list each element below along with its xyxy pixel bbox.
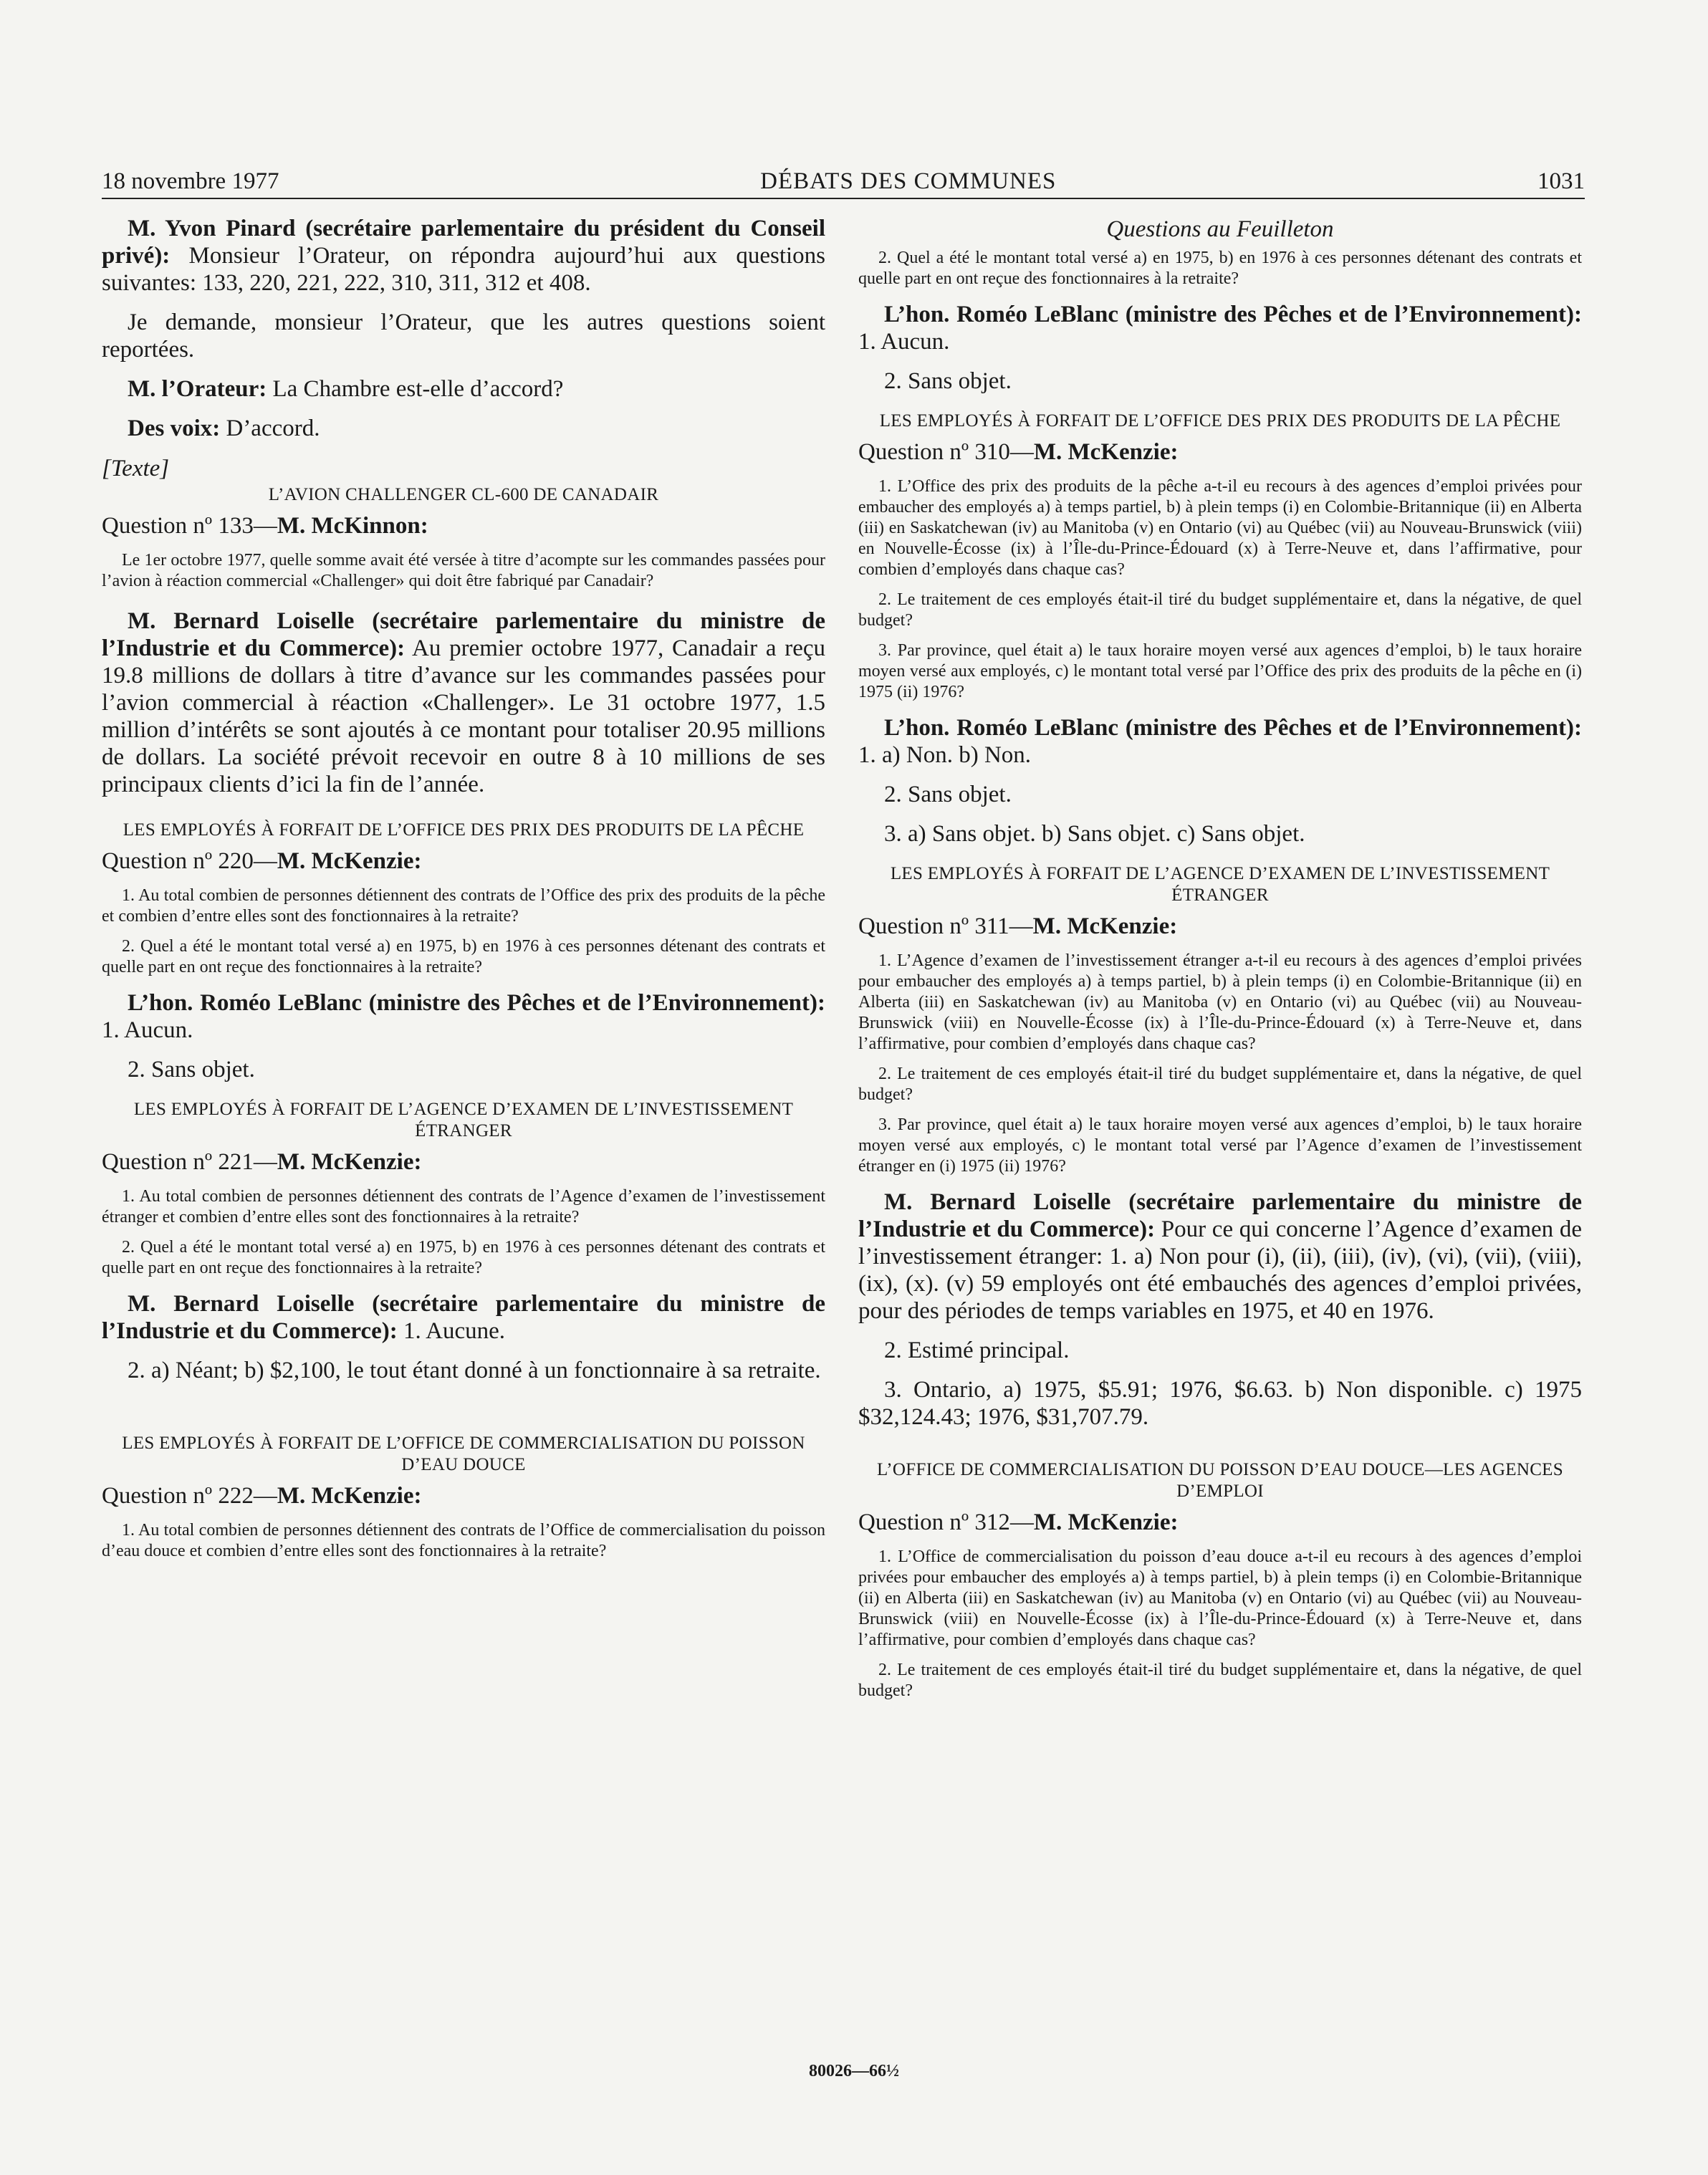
speaker: L’hon. Roméo LeBlanc (ministre des Pêches et de l’Environnement):	[884, 715, 1582, 741]
page-footer: 80026—66½	[809, 2062, 899, 2080]
question-text: 2. Quel a été le montant total versé a) en 1975, b) en 1976 à ces personnes détenant des contrats et quelle part en ont reçue des fonctionnaires à la retraite?	[858, 249, 1582, 288]
question-text: 1. L’Office des prix des produits de la pêche a-t-il eu recours à des agences d’emploi privées pour embaucher des employés a) à temps partiel, b) à plein temps (i) en Colombie-Britannique (ii) en Alberta (iii) en Saskatchewan (iv) au Manitoba (v) en Ontario (vi) au Québec (vii) au Nouveau-Brunswick (viii) en Nouvelle-Écosse (ix) à l’Île-du-Prince-Édouard (x) à Terre-Neuve et, dans l’affirmative, pour combien d’employés dans chaque cas?	[858, 477, 1582, 579]
question-text: 1. Au total combien de personnes détiennent des contrats de l’Agence d’examen de l’investissement étranger et combien d’entre elles sont des fonctionnaires à la retraite?	[102, 1187, 825, 1226]
speech: Au premier octobre 1977, Canadair a reçu 19.8 millions de dollars à titre d’avance sur les commandes passées pour l’avion commercial à réaction «Challenger». Le 31 octobre 1977, 1.5 million d’intérêts se sont ajoutés à ce montant pour totaliser 20.95 millions de dollars. La société prévoit recevoir en outre 8 à 10 millions de ses principaux clients d’ici la fin de l’année.	[102, 635, 825, 797]
question-line	[102, 1148, 825, 1176]
question-text: 2. Quel a été le montant total versé a) en 1975, b) en 1976 à ces personnes détenant des contrats et quelle part en ont reçue des fonctionnaires à la retraite?	[102, 1238, 825, 1277]
question-text: 2. Quel a été le montant total versé a) en 1975, b) en 1976 à ces personnes détenant des contrats et quelle part en ont reçue des fonctionnaires à la retraite?	[102, 937, 825, 976]
question-label: Question nº 311—	[858, 913, 1033, 939]
question-label: Question nº 220—	[102, 848, 277, 874]
answer-part: 3. Ontario, a) 1975, $5.91; 1976, $6.63. b) Non disponible. c) 1975 $32,124.43; 1976, $31,707.79.	[858, 1377, 1582, 1430]
question-author: M. McKenzie:	[277, 1149, 422, 1175]
header-date: 18 novembre 1977	[102, 168, 279, 194]
section-heading: LES EMPLOYÉS À FORFAIT DE L’OFFICE DES PRIX DES PRODUITS DE LA PÊCHE	[123, 820, 805, 840]
speaker: M. Bernard Loiselle (secrétaire parlementaire du ministre de l’Industrie et du Commerce):	[102, 1291, 825, 1344]
running-head: Questions au Feuilleton	[1106, 216, 1334, 242]
question-label: Question nº 221—	[102, 1149, 277, 1175]
section-heading: LES EMPLOYÉS À FORFAIT DE L’AGENCE D’EXAMEN DE L’INVESTISSEMENT ÉTRANGER	[133, 1100, 794, 1141]
texte-marker: [Texte]	[102, 456, 170, 481]
section-heading: L’OFFICE DE COMMERCIALISATION DU POISSON D’EAU DOUCE—LES AGENCES D’EMPLOI	[877, 1460, 1563, 1501]
speech: Monsieur l’Orateur, on répondra aujourd’hui aux questions suivantes: 133, 220, 221, 222, 310, 311, 312 et 408.	[102, 243, 825, 296]
question-text: 1. L’Office de commercialisation du poisson d’eau douce a-t-il eu recours à des agences d’emploi privées pour embaucher des employés a) à temps partiel, b) à plein temps (i) en Colombie-Britannique (ii) en Alberta (iii) en Saskatchewan (iv) au Manitoba (v) en Ontario (vi) au Québec (vii) au Nouveau-Brunswick (viii) en Nouvelle-Écosse (ix) à l’Île-du-Prince-Édouard (x) à Terre-Neuve et, dans l’affirmative, pour combien d’employés dans chaque cas?	[858, 1547, 1582, 1649]
paragraph-voix	[102, 415, 825, 442]
question-text: 2. Le traitement de ces employés était-il tiré du budget supplémentaire et, dans la négative, de quel budget?	[858, 1661, 1582, 1700]
question-author: M. McKenzie:	[277, 1483, 422, 1509]
answer-part: 2. Sans objet.	[884, 368, 1012, 394]
question-text: 3. Par province, quel était a) le taux horaire moyen versé aux agences d’emploi, b) le taux horaire moyen versé aux employés, c) le montant total versé par l’Office des prix des produits de la pêche en (i) 1975 (ii) 1976?	[858, 641, 1582, 701]
question-line	[858, 912, 1582, 941]
question-line	[858, 1508, 1582, 1537]
question-text: 1. L’Agence d’examen de l’investissement étranger a-t-il eu recours à des agences d’emploi privées pour embaucher des employés a) à temps partiel, b) à plein temps (i) en Colombie-Britannique (ii) en Alberta (iii) en Saskatchewan (iv) au Manitoba (v) en Ontario (vi) au Québec (vii) au Nouveau-Brunswick (viii) en Nouvelle-Écosse (ix) à l’Île-du-Prince-Édouard (x) à Terre-Neuve et, dans l’affirmative, pour combien d’employés dans chaque cas?	[858, 951, 1582, 1053]
speaker: L’hon. Roméo LeBlanc (ministre des Pêches et de l’Environnement):	[128, 990, 825, 1016]
answer	[858, 1189, 1582, 1325]
answer-part: 2. Estimé principal.	[884, 1338, 1070, 1363]
answer-part: 3. a) Sans objet. b) Sans objet. c) Sans objet.	[884, 821, 1305, 847]
speech: Pour ce qui concerne l’Agence d’examen de l’investissement étranger: 1. a) Non pour (i), (ii), (iii), (iv), (vi), (vii), (viii), (ix), (x). (v) 59 employés ont été embauchés des agences d’emploi privées, pour des périodes de temps variables en 1975, et 40 en 1976.	[858, 1216, 1582, 1324]
right-column	[858, 215, 1582, 1711]
section-heading: LES EMPLOYÉS À FORFAIT DE L’OFFICE DE COMMERCIALISATION DU POISSON D’EAU DOUCE	[122, 1434, 805, 1474]
speech: 1. Aucun.	[858, 329, 950, 355]
question-author: M. McKenzie:	[1033, 439, 1179, 465]
question-line	[858, 438, 1582, 466]
question-author: M. McKenzie:	[277, 848, 422, 874]
section-heading: LES EMPLOYÉS À FORFAIT DE L’AGENCE D’EXAMEN DE L’INVESTISSEMENT ÉTRANGER	[890, 864, 1550, 905]
question-line	[102, 512, 825, 540]
question-line	[102, 1482, 825, 1510]
question-label: Question nº 312—	[858, 1509, 1034, 1535]
speech: La Chambre est-elle d’accord?	[267, 376, 564, 402]
question-text: 2. Le traitement de ces employés était-il tiré du budget supplémentaire et, dans la négative, de quel budget?	[858, 1065, 1582, 1104]
header-title: DÉBATS DES COMMUNES	[760, 168, 1057, 194]
question-author: M. McKinnon:	[277, 513, 428, 539]
speech: 1. Aucune.	[397, 1318, 506, 1344]
question-label: Question nº 222—	[102, 1483, 277, 1509]
answer	[858, 301, 1582, 355]
answer	[102, 608, 825, 798]
answer-part: 2. Sans objet.	[884, 782, 1012, 807]
answer	[102, 1290, 825, 1345]
answer-part: 2. Sans objet.	[128, 1057, 255, 1082]
paragraph: Je demande, monsieur l’Orateur, que les autres questions soient reportées.	[102, 309, 825, 362]
question-text: 3. Par province, quel était a) le taux horaire moyen versé aux agences d’emploi, b) le taux horaire moyen versé aux employés, c) le montant total versé par l’Agence d’examen de l’investissement étranger en (i) 1975 (ii) 1976?	[858, 1115, 1582, 1176]
question-text: 2. Le traitement de ces employés était-il tiré du budget supplémentaire et, dans la négative, de quel budget?	[858, 590, 1582, 630]
speaker: L’hon. Roméo LeBlanc (ministre des Pêches et de l’Environnement):	[884, 302, 1582, 327]
question-author: M. McKenzie:	[1032, 913, 1178, 939]
left-column	[102, 215, 825, 1571]
answer	[102, 989, 825, 1044]
speech: D’accord.	[220, 416, 320, 441]
speaker: M. Yvon Pinard (secrétaire parlementaire du président du Conseil privé):	[102, 216, 825, 269]
page-header	[102, 162, 1585, 199]
section-heading: L’AVION CHALLENGER CL-600 DE CANADAIR	[268, 485, 659, 504]
question-text: Le 1er octobre 1977, quelle somme avait été versée à titre d’acompte sur les commandes passées pour l’avion à réaction commercial «Challenger» qui doit être fabriqué par Canadair?	[102, 551, 825, 590]
speaker: Des voix:	[128, 416, 221, 441]
speech: 1. a) Non. b) Non.	[858, 742, 1032, 768]
question-text: 1. Au total combien de personnes détiennent des contrats de l’Office des prix des produits de la pêche et combien d’entre elles sont des fonctionnaires à la retraite?	[102, 886, 825, 926]
question-label: Question nº 310—	[858, 439, 1034, 465]
question-line	[102, 847, 825, 875]
speech: 1. Aucun.	[102, 1017, 193, 1043]
header-page-number: 1031	[1537, 168, 1585, 194]
question-text: 1. Au total combien de personnes détiennent des contrats de l’Office de commercialisation du poisson d’eau douce et combien d’entre elles sont des fonctionnaires à la retraite?	[102, 1521, 825, 1560]
question-author: M. McKenzie:	[1033, 1509, 1179, 1535]
paragraph-pinard	[102, 215, 825, 297]
section-heading: LES EMPLOYÉS À FORFAIT DE L’OFFICE DES PRIX DES PRODUITS DE LA PÊCHE	[879, 411, 1561, 431]
speaker: M. Bernard Loiselle (secrétaire parlementaire du ministre de l’Industrie et du Commerce):	[858, 1189, 1582, 1242]
answer	[858, 714, 1582, 769]
answer-part: 2. a) Néant; b) $2,100, le tout étant donné à un fonctionnaire à sa retraite.	[128, 1358, 821, 1383]
question-label: Question nº 133—	[102, 513, 277, 539]
paragraph-orateur	[102, 375, 825, 403]
speaker: M. l’Orateur:	[128, 376, 267, 402]
speaker: M. Bernard Loiselle (secrétaire parlementaire du ministre de l’Industrie et du Commerce):	[102, 608, 825, 661]
